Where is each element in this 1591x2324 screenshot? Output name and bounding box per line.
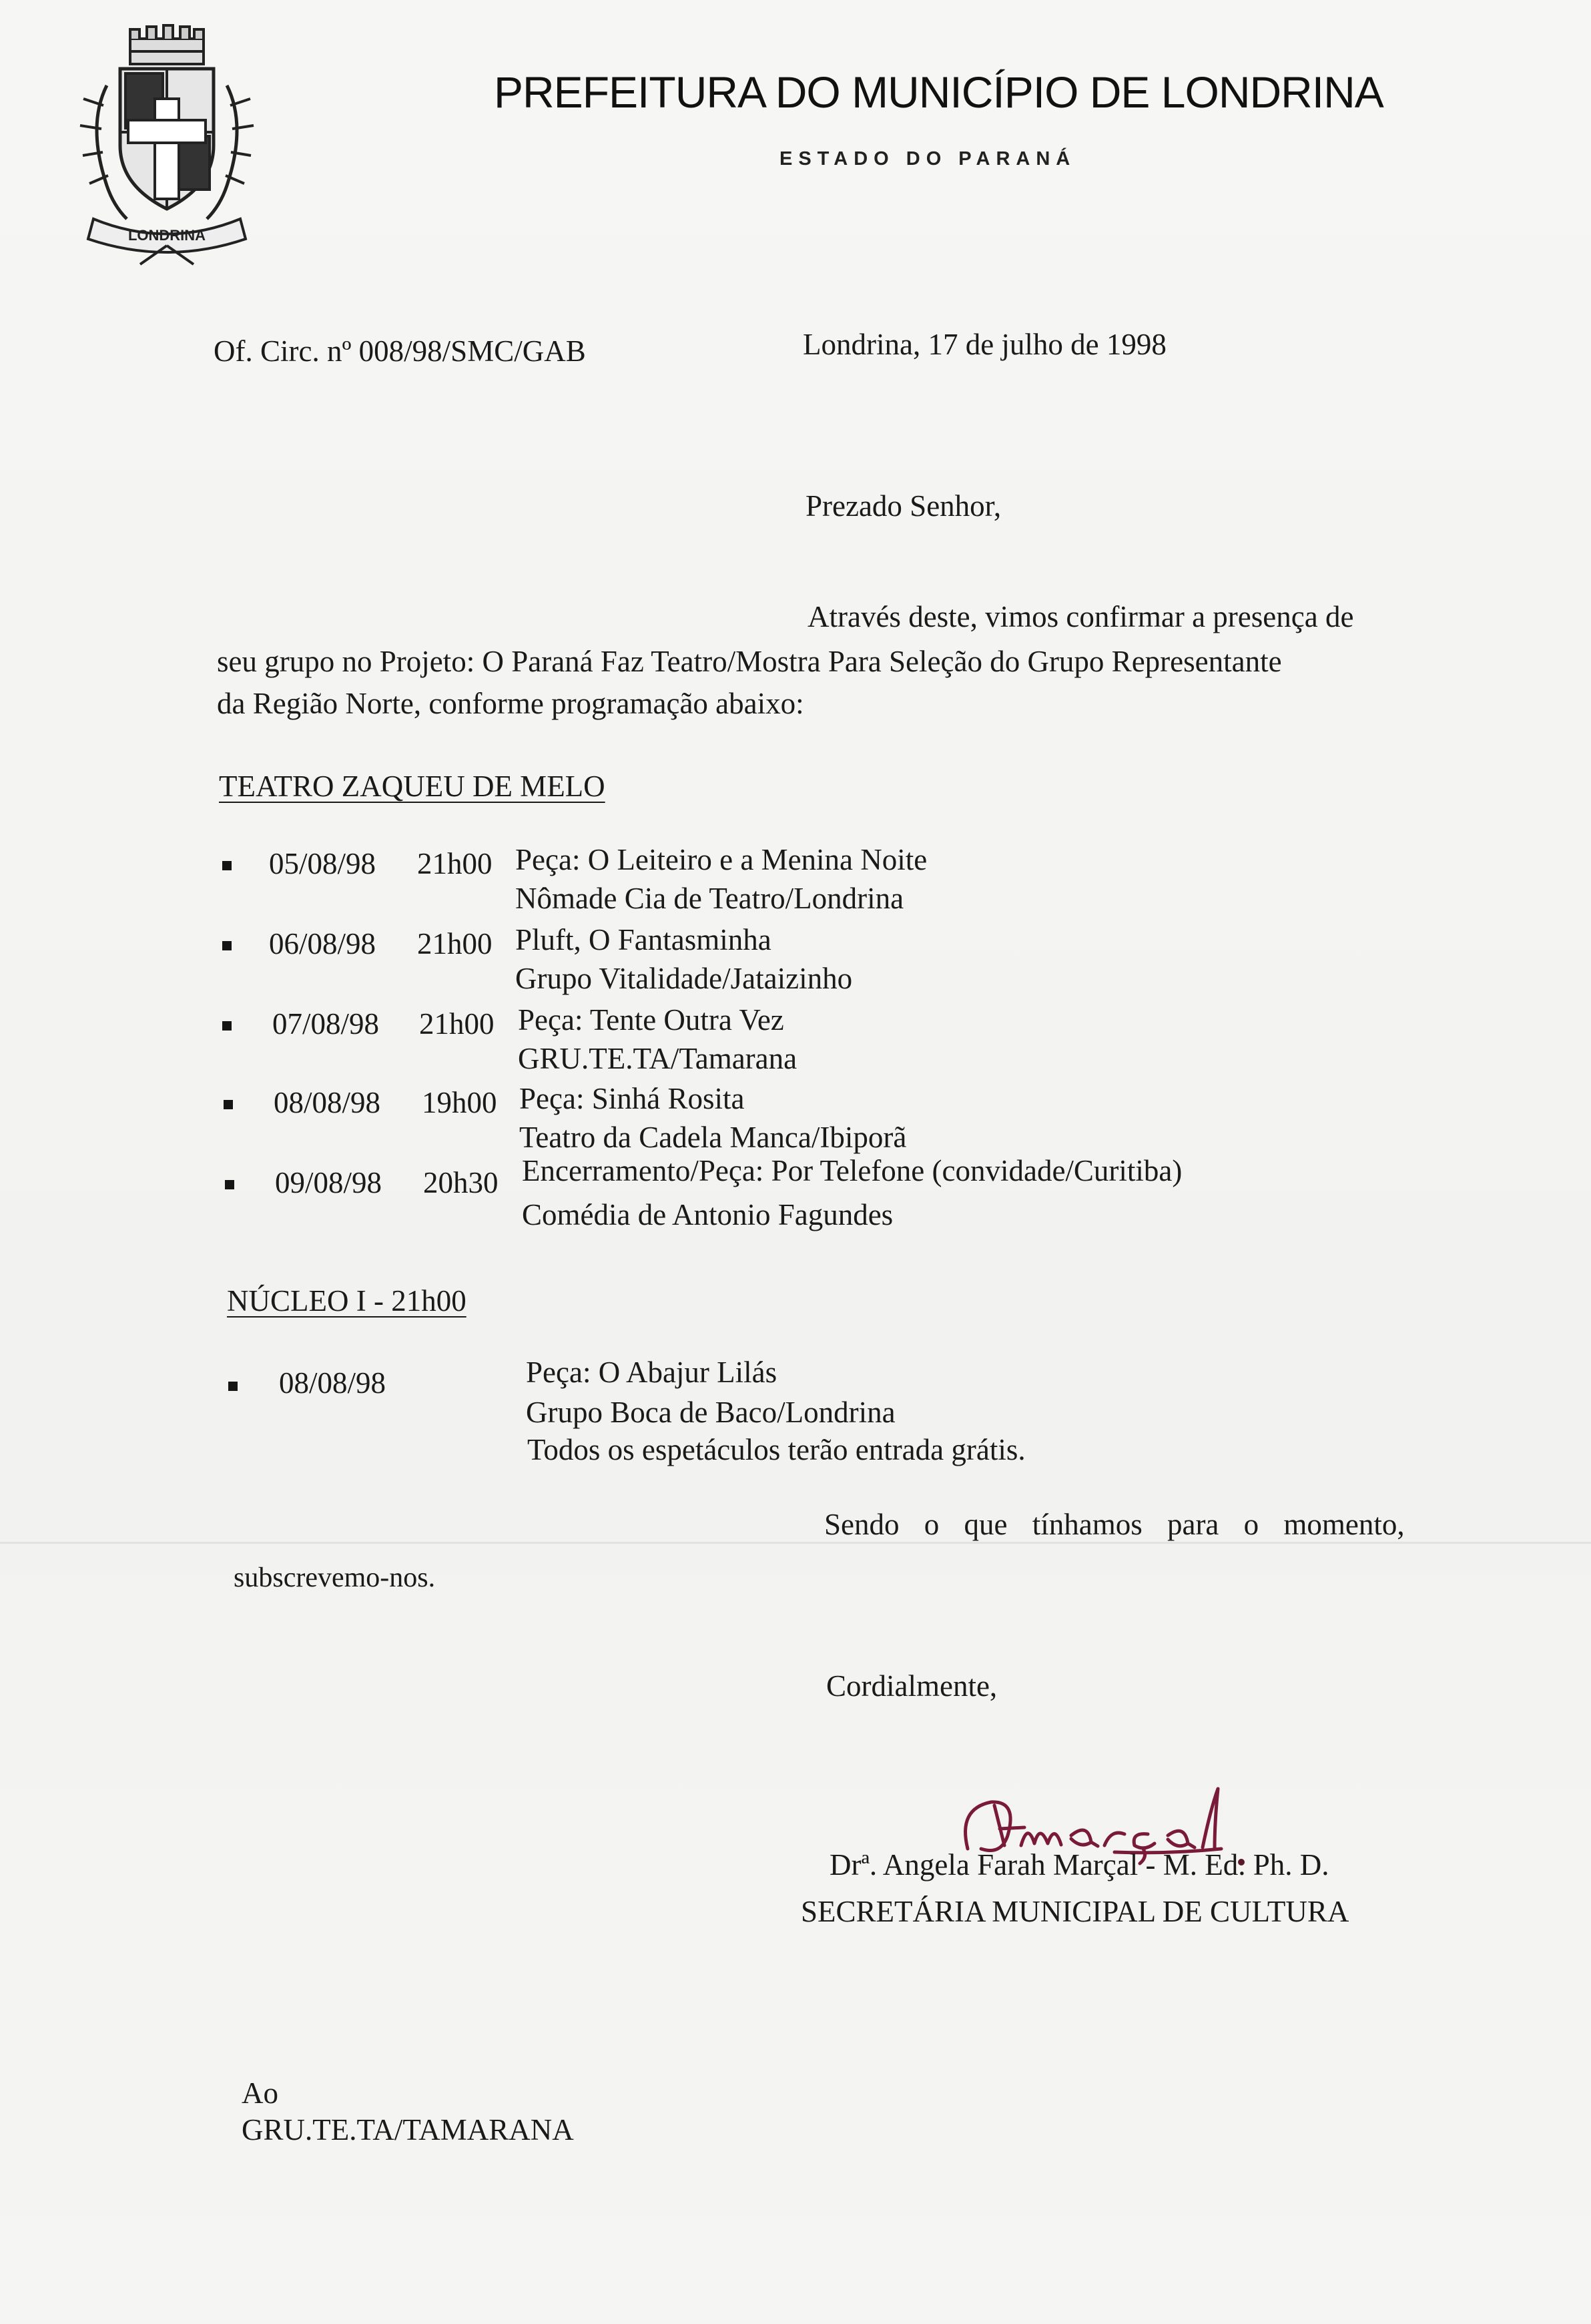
item-group: Grupo Boca de Baco/Londrina [526,1396,896,1429]
item-date: 08/08/98 [274,1086,381,1119]
item-title: Peça: O Leiteiro e a Menina Noite [515,843,928,876]
reference-number: Of. Circ. nº 008/98/SMC/GAB [214,334,586,368]
item-group: Grupo Vitalidade/Jataizinho [515,962,853,995]
bullet [228,1382,238,1391]
item-date: 07/08/98 [272,1007,380,1041]
item-title: Peça: Sinhá Rosita [519,1082,745,1115]
city-crest-icon [67,19,267,266]
item-title: Pluft, O Fantasminha [515,923,771,956]
item-time: 21h00 [417,847,493,880]
signatory-title: SECRETÁRIA MUNICIPAL DE CULTURA [801,1895,1349,1928]
item-title: Encerramento/Peça: Por Telefone (convidade/Curitiba) [522,1154,1183,1187]
section-heading-nucleo: NÚCLEO I - 21h00 [227,1284,466,1318]
section-heading-teatro: TEATRO ZAQUEU DE MELO [219,770,605,803]
body-line-1: Através deste, vimos confirmar a presença de [808,600,1354,633]
regards: Cordialmente, [826,1669,998,1703]
item-date: 05/08/98 [269,847,376,880]
item-date: 08/08/98 [279,1366,386,1400]
item-time: 19h00 [422,1086,497,1119]
addressee-prefix: Ao [242,2076,278,2110]
closing-line-1: Sendo o que tínhamos para o momento, [824,1508,1405,1541]
item-time: 21h00 [419,1007,495,1041]
bullet [222,1021,232,1031]
paper-fold [0,1542,1591,1544]
letterhead-subtitle: ESTADO DO PARANÁ [779,148,1076,170]
item-group: Teatro da Cadela Manca/Ibiporã [519,1121,907,1154]
letterhead-title: PREFEITURA DO MUNICÍPIO DE LONDRINA [494,67,1383,117]
addressee-name: GRU.TE.TA/TAMARANA [242,2113,574,2146]
bullet [224,1100,233,1109]
closing-line-2: subscrevemo-nos. [234,1562,436,1593]
item-time: 21h00 [417,927,493,960]
item-note: Todos os espetáculos terão entrada grátis. [527,1433,1026,1466]
bullet [222,941,232,950]
body-line-3: da Região Norte, conforme programação abaixo: [217,687,804,720]
item-date: 06/08/98 [269,927,376,960]
item-group: GRU.TE.TA/Tamarana [518,1042,798,1075]
item-group: Nômade Cia de Teatro/Londrina [515,882,904,915]
item-time: 20h30 [423,1166,499,1199]
salutation: Prezado Senhor, [806,489,1002,523]
item-title: Peça: Tente Outra Vez [518,1003,784,1037]
bullet [225,1180,234,1189]
item-title: Peça: O Abajur Lilás [526,1356,777,1389]
crest-label: LONDRINA [127,227,206,244]
bullet [222,861,232,870]
item-group: Comédia de Antonio Fagundes [522,1198,894,1231]
letter-date: Londrina, 17 de julho de 1998 [803,328,1167,361]
item-date: 09/08/98 [275,1166,382,1199]
body-line-2: seu grupo no Projeto: O Paraná Faz Teatro/Mostra Para Seleção do Grupo Representante [217,645,1282,678]
signatory-name: Drª. Angela Farah Marçal - M. Ed. Ph. D. [830,1848,1329,1881]
